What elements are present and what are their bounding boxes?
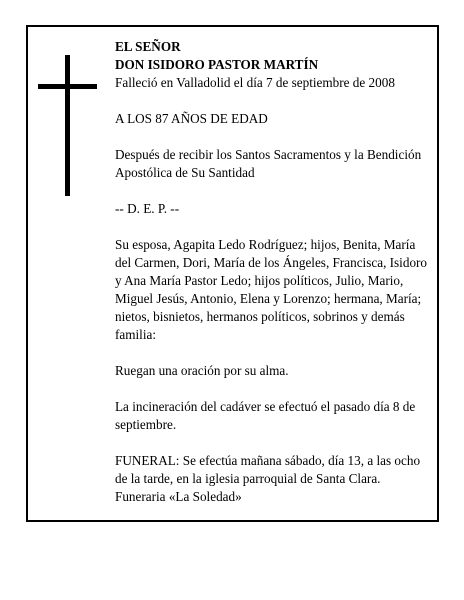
- funeral-text: FUNERAL: Se efectúa mañana sábado, día 13, a las ocho de la tarde, en la iglesia parroquial de Santa Clara.: [115, 453, 421, 486]
- deceased-title: EL SEÑOR: [115, 39, 181, 54]
- deceased-name: DON ISIDORO PASTOR MARTÍN: [115, 57, 319, 72]
- cross-icon-vertical-bar: [65, 55, 70, 196]
- family-text: Su esposa, Agapita Ledo Rodríguez; hijos, Benita, María del Carmen, Dori, María de los Ángeles, Francisca, Isidoro y Ana María Pastor Ledo; hijos políticos, Julio, Mario, Miguel Jesús, Antonio, Elena y Lorenzo; hermana, María; nietos, bisnietos, hermanos políticos, sobrinos y demás familia:: [115, 237, 428, 342]
- sacraments-text: Después de recibir los Santos Sacramentos y la Bendición Apostólica de Su Santidad: [115, 147, 422, 180]
- cross-icon-horizontal-bar: [38, 84, 97, 89]
- death-info: Falleció en Valladolid el día 7 de septiembre de 2008: [115, 75, 395, 90]
- prayer-text: Ruegan una oración por su alma.: [115, 363, 289, 378]
- rip-line: -- D. E. P. --: [115, 201, 180, 216]
- age-line: A LOS 87 AÑOS DE EDAD: [115, 111, 268, 126]
- funeral-home: Funeraria «La Soledad»: [115, 489, 242, 504]
- cremation-text: La incineración del cadáver se efectuó el pasado día 8 de septiembre.: [115, 399, 416, 432]
- obituary-content: [115, 38, 431, 506]
